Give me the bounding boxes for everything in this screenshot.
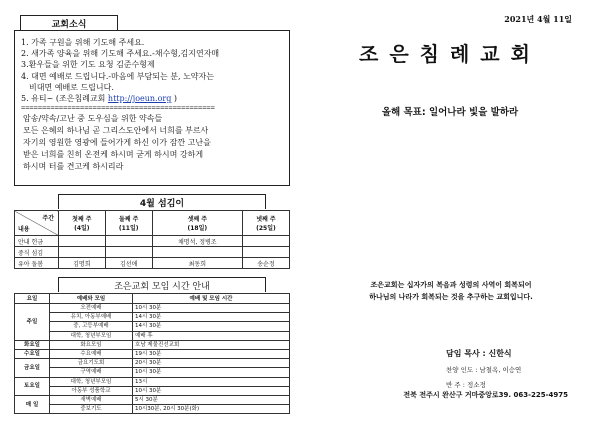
prayer-line: 암송/약속/고난 중 도우심을 위한 약속들 — [23, 114, 163, 124]
schedule-body — [15, 304, 290, 414]
notice-item: 비대면 예배로 드립니다. — [29, 82, 114, 92]
schedule-day: 토요일 — [15, 377, 50, 395]
week-header: 첫째 주 (4일) — [59, 211, 106, 236]
schedule-event: 화요모임 — [50, 340, 133, 349]
servers-row — [15, 247, 290, 258]
youtube-link[interactable]: http://joeun.org — [107, 94, 172, 104]
schedule-time: 5시 30분 — [133, 395, 290, 404]
schedule-header: 예배 및 모임 시간 — [133, 294, 290, 304]
church-address: 전북 전주시 완산구 거마중앙로39. 063-225-4975 — [403, 391, 568, 399]
schedule-event: 구역예배 — [50, 368, 133, 377]
servers-row — [15, 236, 290, 247]
schedule-row — [15, 405, 290, 414]
youtube-notice — [21, 93, 283, 104]
schedule-event: 새벽예배 — [50, 395, 133, 404]
servers-row-label: 중식 섬김 — [15, 247, 59, 258]
schedule-day: 화요일 — [15, 340, 50, 349]
schedule-header: 요일 — [15, 294, 50, 304]
corner-top-label: 주간 — [42, 215, 54, 222]
schedule-time: 19시 30분 — [133, 349, 290, 358]
left-panel — [14, 12, 290, 414]
servers-cell — [242, 247, 289, 258]
servers-cell — [59, 247, 106, 258]
mission-statement — [318, 279, 584, 303]
mission-line: 하나님의 나라가 회복되는 것을 추구하는 교회입니다. — [369, 293, 533, 301]
schedule-event: 중, 고등부예배 — [50, 322, 133, 331]
schedule-title: 조은교회 모임 시간 안내 — [58, 277, 266, 292]
prayer-line: 하시며 터를 견고케 하시리라 — [23, 162, 124, 172]
right-panel — [312, 0, 588, 424]
mission-line: 조은교회는 십자가의 복음과 성령의 사역이 회복되어 — [370, 281, 532, 289]
pianist: 반 주 : 정소정 — [446, 381, 486, 389]
prayer-line: 받은 너희를 친히 온전케 하시며 굳게 하시며 강하게 — [23, 150, 204, 160]
servers-row-label: 유아 돌봄 — [15, 258, 59, 269]
servers-section — [14, 191, 290, 269]
schedule-day: 매 일 — [15, 395, 50, 413]
pastor: 담임 목사 : 신한식 — [446, 349, 512, 358]
servers-corner-cell — [15, 211, 59, 236]
schedule-event: 금요기도회 — [50, 359, 133, 368]
schedule-time: 13시 — [133, 377, 290, 386]
separator-line: ============================================== — [21, 104, 215, 113]
week-header: 넷째 주 (25일) — [242, 211, 289, 236]
notice-item: 3.환우들을 위한 기도 요청 김준수형제 — [21, 60, 155, 70]
schedule-time: 14시 30분 — [133, 322, 290, 331]
staff-list — [404, 348, 564, 395]
servers-cell — [152, 247, 242, 258]
schedule-time: 10시 30분 — [133, 304, 290, 313]
week-header: 셋째 주 (18일) — [152, 211, 242, 236]
schedule-event: 오전예배 — [50, 304, 133, 313]
schedule-event: 유치, 아동부예배 — [50, 313, 133, 322]
schedule-event: 아동부 성품학교 — [50, 386, 133, 395]
schedule-table — [14, 293, 290, 414]
schedule-time: 10시30분, 20시 30분(화) — [133, 405, 290, 414]
prayer-line: 자기의 영원한 영광에 들어가게 하신 이가 잠깐 고난을 — [23, 138, 211, 148]
servers-cell: 송순정 — [242, 258, 289, 269]
servers-cell: 최동희 — [152, 258, 242, 269]
schedule-event: 대학, 청년부모임 — [50, 331, 133, 340]
youtube-suffix: ) — [171, 94, 178, 104]
servers-cell — [105, 236, 152, 247]
notices-box — [14, 30, 290, 186]
bulletin-date: 2021년 4월 11일 — [504, 14, 572, 24]
schedule-row — [15, 304, 290, 313]
schedule-time: 호남 제물진선교회 — [133, 340, 290, 349]
schedule-time: 10시 30분 — [133, 368, 290, 377]
corner-bottom-label: 내용 — [18, 226, 30, 233]
schedule-section — [14, 274, 290, 414]
worship-leader: 찬양 인도 : 남철옥, 이승연 — [446, 366, 522, 374]
schedule-row — [15, 340, 290, 349]
notices-title: 교회소식 — [20, 15, 118, 30]
servers-title: 4월 섬김이 — [58, 194, 266, 209]
servers-cell — [242, 236, 289, 247]
servers-table — [14, 210, 290, 269]
servers-header-row — [15, 211, 290, 236]
youtube-prefix: 5. 유티~ (조은침례교회 — [21, 94, 108, 104]
schedule-row — [15, 395, 290, 404]
schedule-event: 수요예배 — [50, 349, 133, 358]
schedule-row — [15, 386, 290, 395]
servers-row — [15, 258, 290, 269]
servers-cell — [59, 236, 106, 247]
schedule-event: 중보기도 — [50, 405, 133, 414]
schedule-time: 14시 30분 — [133, 313, 290, 322]
schedule-row — [15, 331, 290, 340]
schedule-header: 예배와 모임 — [50, 294, 133, 304]
schedule-row — [15, 359, 290, 368]
notice-item: 1. 가족 구원을 위해 기도해 주세요. — [21, 38, 145, 47]
schedule-header-row — [15, 294, 290, 304]
schedule-row — [15, 349, 290, 358]
notice-item: 2. 새가족 양육을 위해 기도해 주세요.-채수형,김지연자매 — [21, 49, 220, 59]
schedule-row — [15, 368, 290, 377]
schedule-time: 10시 30분 — [133, 386, 290, 395]
schedule-day: 금요일 — [15, 359, 50, 377]
church-name: 조은침례교회 — [359, 42, 541, 66]
schedule-row — [15, 313, 290, 322]
prayer-line: 모든 은혜의 하나님 곧 그리스도안에서 너희를 부르사 — [23, 126, 209, 136]
schedule-row — [15, 322, 290, 331]
servers-row-label: 안내 헌금 — [15, 236, 59, 247]
schedule-event: 대학, 청년부모임 — [50, 377, 133, 386]
notice-item: 4. 대면 예배로 드립니다.-마음에 부담되는 분, 노약자는 — [21, 71, 214, 81]
schedule-day: 주일 — [15, 304, 50, 341]
servers-cell: 김선애 — [105, 258, 152, 269]
schedule-row — [15, 377, 290, 386]
servers-cell — [105, 247, 152, 258]
servers-cell: 김명희 — [59, 258, 106, 269]
week-header: 둘째 주 (11일) — [105, 211, 152, 236]
schedule-time: 예배 후 — [133, 331, 290, 340]
servers-cell: 채명석, 정병조 — [152, 236, 242, 247]
schedule-time: 20시 30분 — [133, 359, 290, 368]
schedule-day: 수요일 — [15, 349, 50, 358]
yearly-motto: 올해 목표: 일어나라 빛을 발하라 — [381, 107, 519, 118]
